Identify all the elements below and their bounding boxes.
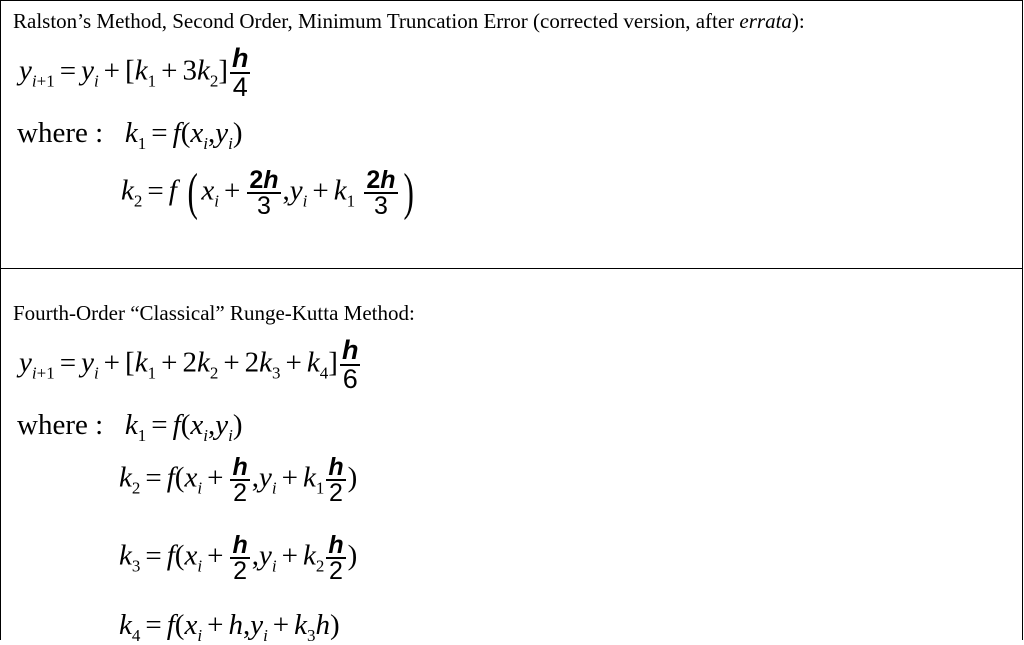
- rk4-k2-equation: $k_2 = f(x_i$ + $\frac{h}{2}$ $,y_i + k_1$ $\frac{h}{2}$ ): [119, 453, 358, 507]
- rk4-where-label: where :: [17, 409, 104, 441]
- rk4-panel: [0, 268, 1023, 645]
- rk4-k3-equation: $k_3 = f(x_i$ + $\frac{h}{2}$ $,y_i + k_2$ $\frac{h}{2}$ ): [119, 531, 358, 585]
- ralston-heading: Ralston’s Method, Second Order, Minimum Truncation Error (corrected version, after errata):: [13, 9, 805, 33]
- ralston-k2-equation: $k_2 = f$ ( $x_i$ + $\frac{2h}{3}$ $,y_i + k_1$ $\frac{2h}{3}$ ): [121, 164, 414, 221]
- rk4-k4-equation: $k_4 = f(x_i + h,y_i + k_3h)$: [119, 609, 340, 645]
- ralston-k1-equation: where : $k_1 = f(x_i,y_i)$: [17, 117, 243, 153]
- rk4-heading: Fourth-Order “Classical” Runge-Kutta Method:: [13, 301, 415, 325]
- ralston-update-equation: $y_{i+1} = y_i + [k_1 + 3k_2]$ $\frac{h}{4}$: [19, 43, 249, 102]
- rk4-k1-equation: where : $k_1 = f(x_i,y_i)$: [17, 409, 243, 445]
- ralston-where-label: where :: [17, 117, 104, 149]
- ralston-panel: [0, 0, 1023, 269]
- rk4-update-equation: $y_{i+1} = y_i + [k_1 + 2k_2 + 2k_3 + k_4]$ $\frac{h}{6}$: [19, 335, 359, 394]
